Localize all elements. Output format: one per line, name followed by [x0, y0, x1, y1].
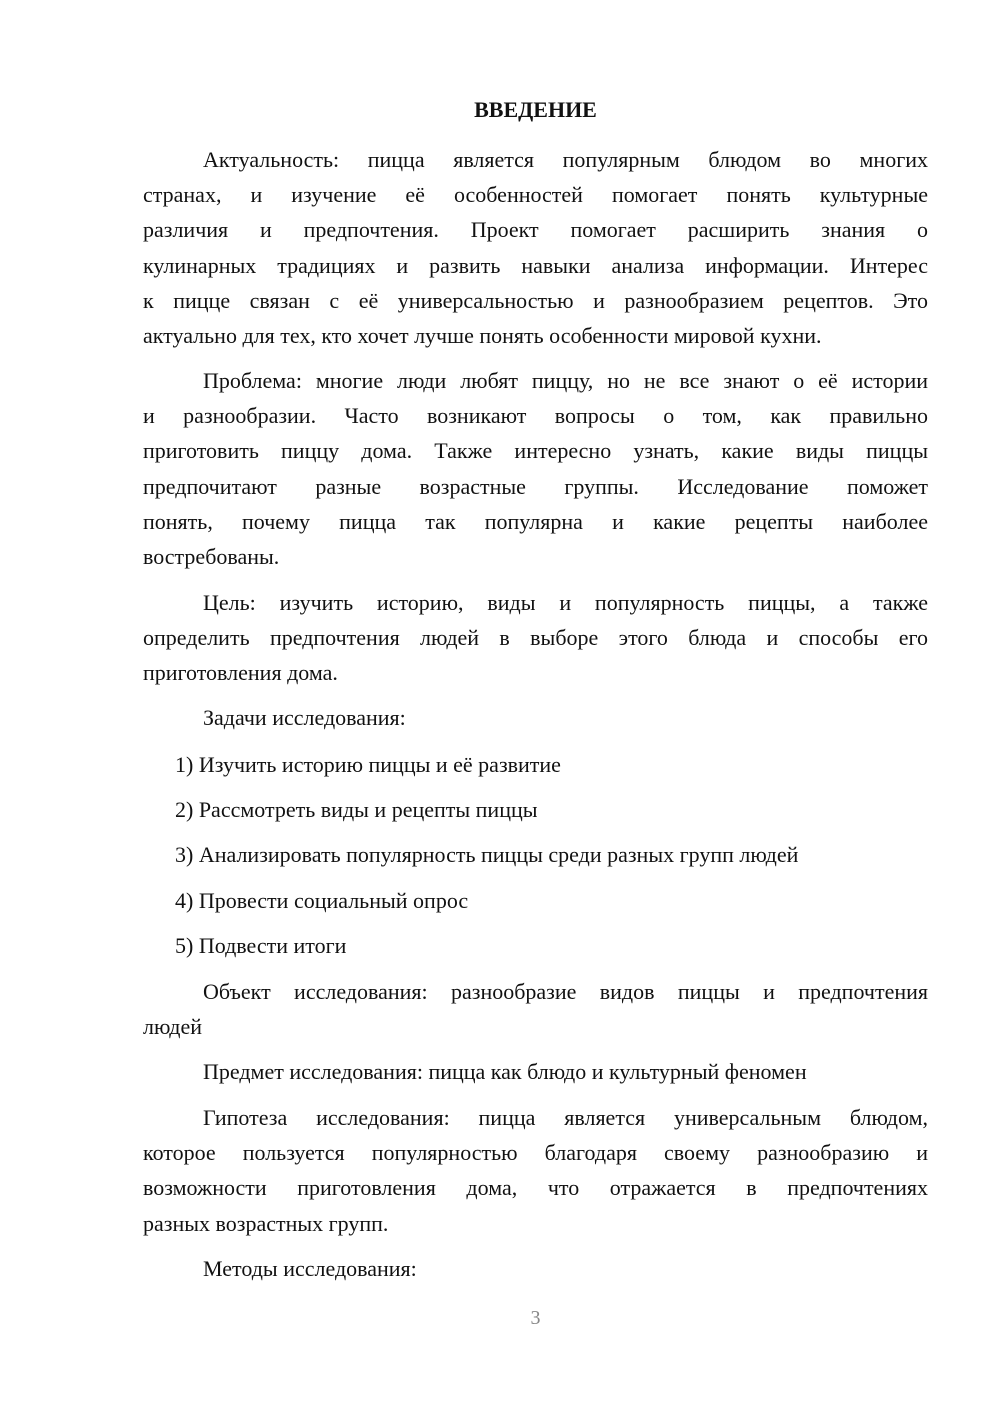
list-item: 1) Изучить историю пиццы и её развитие [175, 752, 561, 777]
list-item: 4) Провести социальный опрос [175, 887, 469, 913]
object-paragraph [143, 974, 928, 1044]
text-line: и разнообразии. Часто возникают вопросы о том, как правильно [143, 403, 928, 429]
text-line: Актуальность: пицца является популярным блюдом во многих [203, 147, 928, 172]
text-line: предпочитают разные возрастные группы. Исследование поможет [143, 473, 928, 499]
list-item: 3) Анализировать популярность пиццы среди разных групп людей [175, 842, 799, 868]
text-line: Объект исследования: разнообразие видов пиццы и предпочтения [203, 979, 928, 1004]
text-line: разных возрастных групп. [143, 1210, 389, 1236]
text-line: которое пользуется популярностью благодаря своему разнообразию и [143, 1140, 928, 1166]
page-title: ВВЕДЕНИЕ [474, 97, 597, 122]
text-line: определить предпочтения людей в выборе этого блюда и способы его [143, 625, 928, 651]
list-item: 5) Подвести итоги [175, 932, 347, 958]
goal-paragraph [143, 585, 928, 691]
text-line: странах, и изучение её особенностей помогает понять культурные [143, 182, 928, 208]
text-line: востребованы. [143, 543, 280, 569]
text-line: приготовления дома. [143, 660, 338, 686]
hypothesis-paragraph [143, 1100, 928, 1241]
text-line: различия и предпочтения. Проект помогает расширить знания о [143, 217, 928, 243]
text-line: Цель: изучить историю, виды и популярность пиццы, а также [203, 590, 928, 615]
text-line: Гипотеза исследования: пицца является универсальным блюдом, [203, 1105, 928, 1130]
text-line: возможности приготовления дома, что отражается в предпочтениях [143, 1175, 928, 1201]
subject-paragraph: Предмет исследования: пицца как блюдо и культурный феномен [203, 1059, 807, 1084]
methods-heading: Методы исследования: [203, 1256, 417, 1281]
tasks-heading: Задачи исследования: [203, 705, 406, 730]
list-item: 2) Рассмотреть виды и рецепты пиццы [175, 797, 538, 823]
text-line: людей [143, 1014, 203, 1040]
tasks-list [143, 747, 928, 963]
problem-paragraph [143, 363, 928, 574]
page-number: 3 [530, 1307, 541, 1329]
text-line: к пицце связан с её универсальностью и разнообразием рецептов. Это [143, 287, 928, 313]
text-line: понять, почему пицца так популярна и какие рецепты наиболее [143, 508, 928, 534]
relevance-paragraph [143, 142, 928, 353]
text-line: приготовить пиццу дома. Также интересно узнать, какие виды пиццы [143, 438, 928, 464]
text-line: кулинарных традициях и развить навыки анализа информации. Интерес [143, 252, 928, 278]
text-line: Проблема: многие люди любят пиццу, но не все знают о её истории [203, 368, 928, 393]
text-line: актуально для тех, кто хочет лучше понять особенности мировой кухни. [143, 322, 822, 348]
